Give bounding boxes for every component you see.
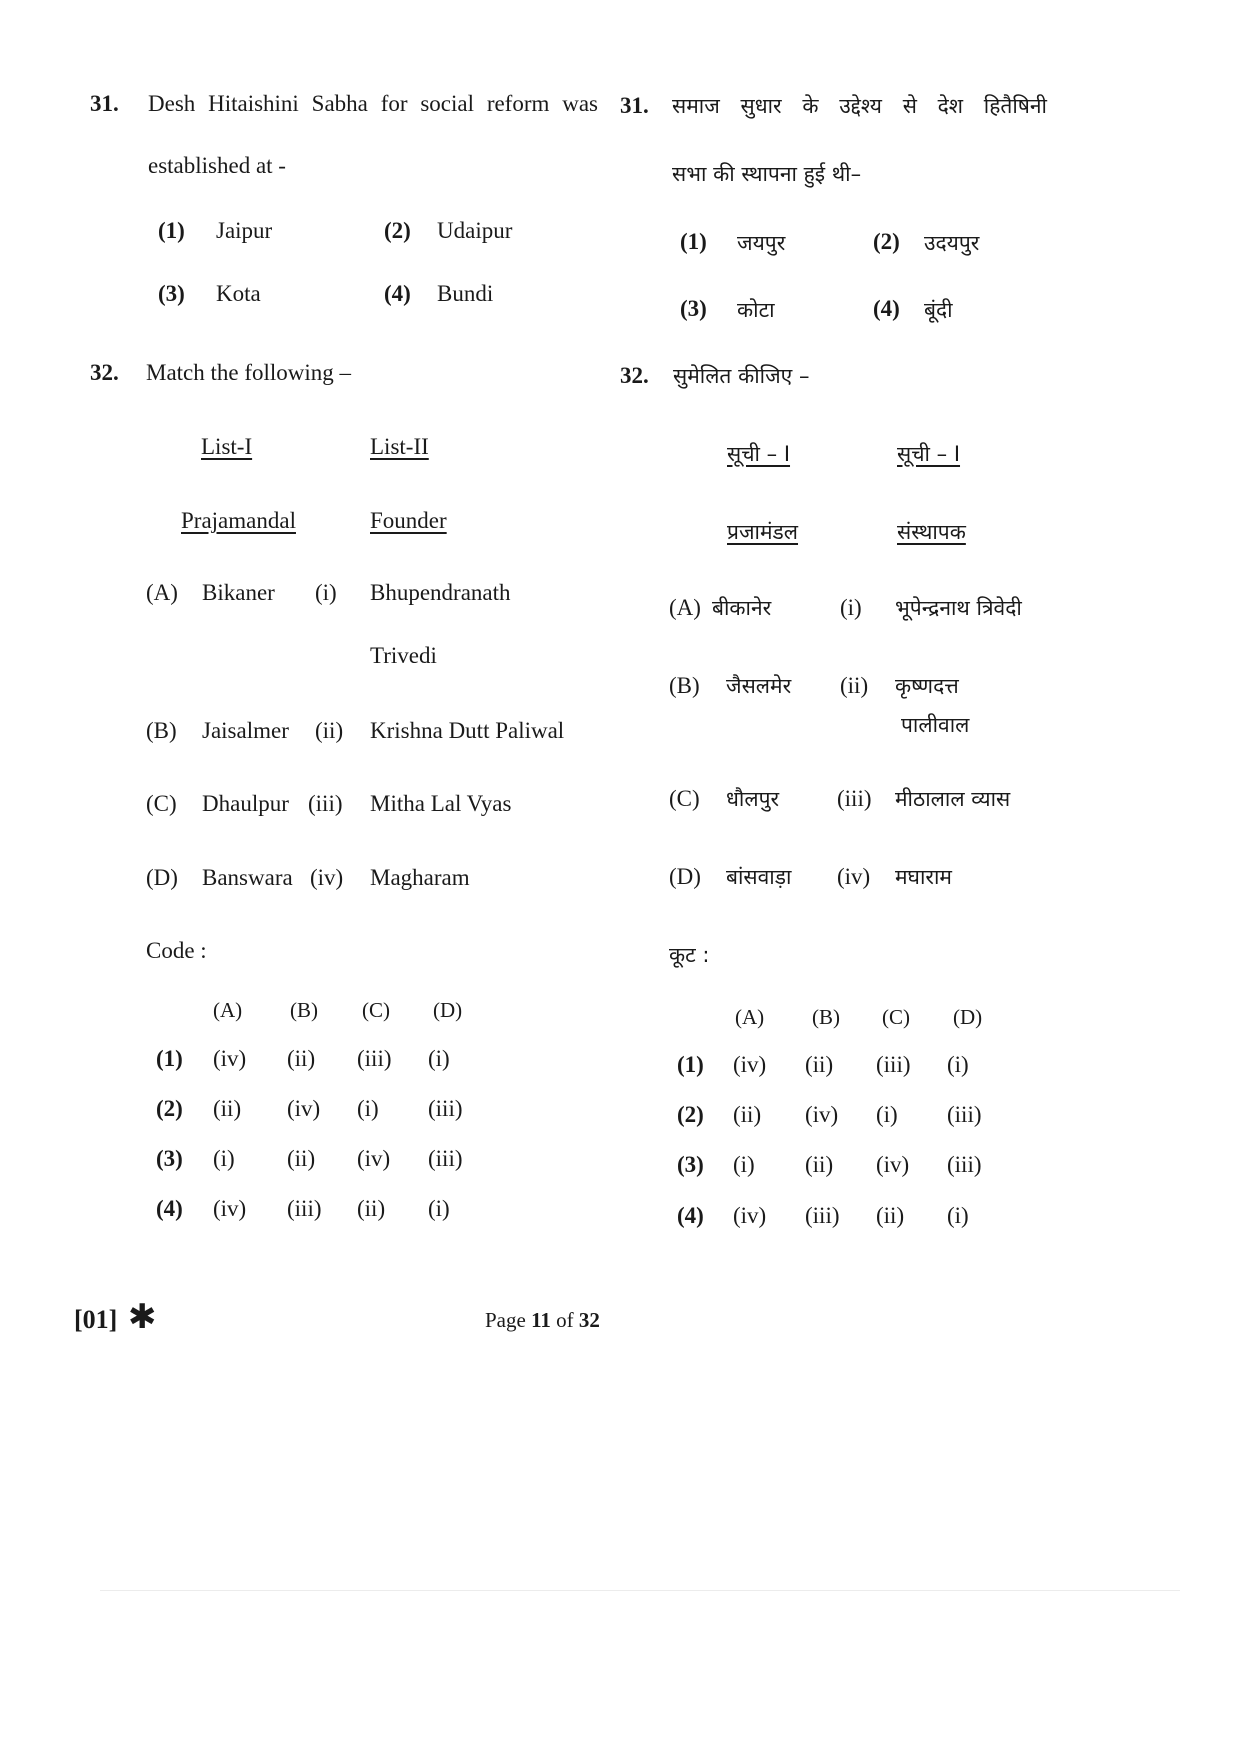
list-header: सूची – I: [897, 442, 961, 466]
code-header: (C): [362, 998, 390, 1022]
code-cell: (iv): [876, 1152, 910, 1177]
question-text-line: समाज सुधार के उद्देश्य से देश हितैषिनी: [672, 94, 1047, 118]
option-number: (1): [158, 218, 185, 243]
question-number: 32.: [620, 363, 649, 388]
match-roman: (iv): [310, 865, 344, 890]
match-item: बांसवाड़ा: [726, 865, 792, 889]
code-cell: (ii): [805, 1052, 834, 1077]
code-label: Code :: [146, 938, 207, 963]
option-number: (3): [158, 281, 185, 306]
page-total: 32: [578, 1308, 600, 1332]
question-text-line: Desh Hitaishini Sabha for social reform was: [148, 91, 598, 116]
code-cell: (iv): [357, 1146, 391, 1171]
match-value: Bhupendranath: [370, 580, 511, 605]
code-header: (B): [812, 1005, 840, 1029]
match-letter: (C): [146, 791, 177, 816]
code-option-number: (1): [156, 1046, 183, 1071]
match-letter: (D): [669, 864, 701, 889]
option-text: बूंदी: [924, 298, 953, 322]
code-option-number: (1): [677, 1052, 704, 1077]
code-cell: (i): [947, 1052, 969, 1077]
option-text: Kota: [216, 281, 261, 306]
code-option-number: (2): [156, 1096, 183, 1121]
match-value: Magharam: [370, 865, 470, 890]
page-of: of: [556, 1308, 574, 1332]
code-cell: (iv): [733, 1052, 767, 1077]
code-option-number: (3): [677, 1152, 704, 1177]
match-roman: (iii): [837, 786, 872, 811]
option-number: (2): [384, 218, 411, 243]
code-cell: (iv): [213, 1046, 247, 1071]
option-number: (3): [680, 296, 707, 321]
code-header: (B): [290, 998, 318, 1022]
code-cell: (ii): [287, 1046, 316, 1071]
code-cell: (ii): [805, 1152, 834, 1177]
code-cell: (ii): [287, 1146, 316, 1171]
page-current: 11: [531, 1308, 551, 1332]
code-option-number: (3): [156, 1146, 183, 1171]
question-text: सुमेलित कीजिए –: [673, 364, 810, 388]
question-text: Match the following –: [146, 360, 352, 385]
list-header: List-I: [201, 434, 253, 459]
list-subheader: Founder: [370, 508, 447, 533]
asterisk-icon: ✱: [128, 1297, 157, 1337]
match-item: बीकानेर: [712, 596, 772, 620]
match-value: मघाराम: [895, 865, 952, 889]
code-cell: (iv): [287, 1096, 321, 1121]
code-cell: (i): [428, 1196, 450, 1221]
code-cell: (ii): [357, 1196, 386, 1221]
match-item: Banswara: [202, 865, 293, 890]
code-header: (C): [882, 1005, 910, 1029]
match-item: Jaisalmer: [202, 718, 289, 743]
match-roman: (i): [315, 580, 337, 605]
code-option-number: (4): [156, 1196, 183, 1221]
match-item: Dhaulpur: [202, 791, 289, 816]
code-option-number: (4): [677, 1203, 704, 1228]
list-header: List-II: [370, 434, 429, 459]
code-cell: (iii): [428, 1096, 463, 1121]
page-number: [485, 1308, 600, 1333]
code-header: (D): [433, 998, 463, 1022]
option-text: जयपुर: [737, 231, 786, 255]
option-number: (2): [873, 229, 900, 254]
code-cell: (iv): [805, 1102, 839, 1127]
match-letter: (D): [146, 865, 178, 890]
question-text-line: सभा की स्थापना हुई थी–: [672, 162, 862, 186]
match-value: मीठालाल व्यास: [895, 787, 1011, 811]
match-item: जैसलमेर: [726, 674, 792, 698]
option-number: (4): [873, 296, 900, 321]
code-cell: (ii): [876, 1203, 905, 1228]
match-letter: (A): [669, 595, 701, 620]
match-letter: (A): [146, 580, 178, 605]
code-cell: (iii): [947, 1152, 982, 1177]
code-cell: (iii): [287, 1196, 322, 1221]
match-roman: (iv): [837, 864, 871, 889]
list-subheader: Prajamandal: [181, 508, 296, 533]
page-prefix: Page: [485, 1308, 526, 1332]
option-text: Udaipur: [437, 218, 513, 243]
code-cell: (iv): [733, 1203, 767, 1228]
match-roman: (ii): [840, 673, 869, 698]
code-cell: (iii): [876, 1052, 911, 1077]
match-value: भूपेन्द्रनाथ त्रिवेदी: [895, 596, 1022, 620]
match-value: पालीवाल: [901, 713, 970, 737]
list-subheader: प्रजामंडल: [727, 520, 799, 544]
code-label: कूट :: [669, 943, 710, 967]
code-cell: (ii): [733, 1102, 762, 1127]
scan-edge-line: [100, 1590, 1180, 1591]
code-cell: (ii): [213, 1096, 242, 1121]
match-item: धौलपुर: [726, 787, 780, 811]
code-cell: (iii): [805, 1203, 840, 1228]
match-value: Krishna Dutt Paliwal: [370, 718, 565, 743]
match-item: Bikaner: [202, 580, 275, 605]
match-value: Mitha Lal Vyas: [370, 791, 512, 816]
option-text: Jaipur: [216, 218, 273, 243]
question-number: 31.: [620, 93, 649, 118]
code-cell: (i): [357, 1096, 379, 1121]
list-header: सूची – I: [727, 442, 791, 466]
question-text-line: established at -: [148, 153, 286, 178]
code-cell: (iii): [357, 1046, 392, 1071]
option-number: (1): [680, 229, 707, 254]
question-number: 32.: [90, 360, 119, 385]
match-value: कृष्णदत्त: [895, 674, 959, 698]
option-text: उदयपुर: [924, 231, 980, 255]
code-cell: (i): [428, 1046, 450, 1071]
match-letter: (C): [669, 786, 700, 811]
paper-code: [01]: [74, 1305, 118, 1334]
code-header: (A): [213, 998, 243, 1022]
code-cell: (i): [213, 1146, 235, 1171]
option-text: कोटा: [737, 298, 775, 322]
code-header: (D): [953, 1005, 983, 1029]
question-number: 31.: [90, 91, 119, 116]
code-cell: (i): [947, 1203, 969, 1228]
match-value: Trivedi: [370, 643, 437, 668]
code-cell: (iii): [947, 1102, 982, 1127]
match-letter: (B): [669, 673, 700, 698]
code-option-number: (2): [677, 1102, 704, 1127]
code-cell: (iv): [213, 1196, 247, 1221]
code-cell: (i): [876, 1102, 898, 1127]
code-header: (A): [735, 1005, 765, 1029]
match-roman: (i): [840, 595, 862, 620]
list-subheader: संस्थापक: [897, 520, 966, 544]
match-letter: (B): [146, 718, 177, 743]
match-roman: (ii): [315, 718, 344, 743]
match-roman: (iii): [308, 791, 343, 816]
option-number: (4): [384, 281, 411, 306]
option-text: Bundi: [437, 281, 494, 306]
code-cell: (i): [733, 1152, 755, 1177]
code-cell: (iii): [428, 1146, 463, 1171]
